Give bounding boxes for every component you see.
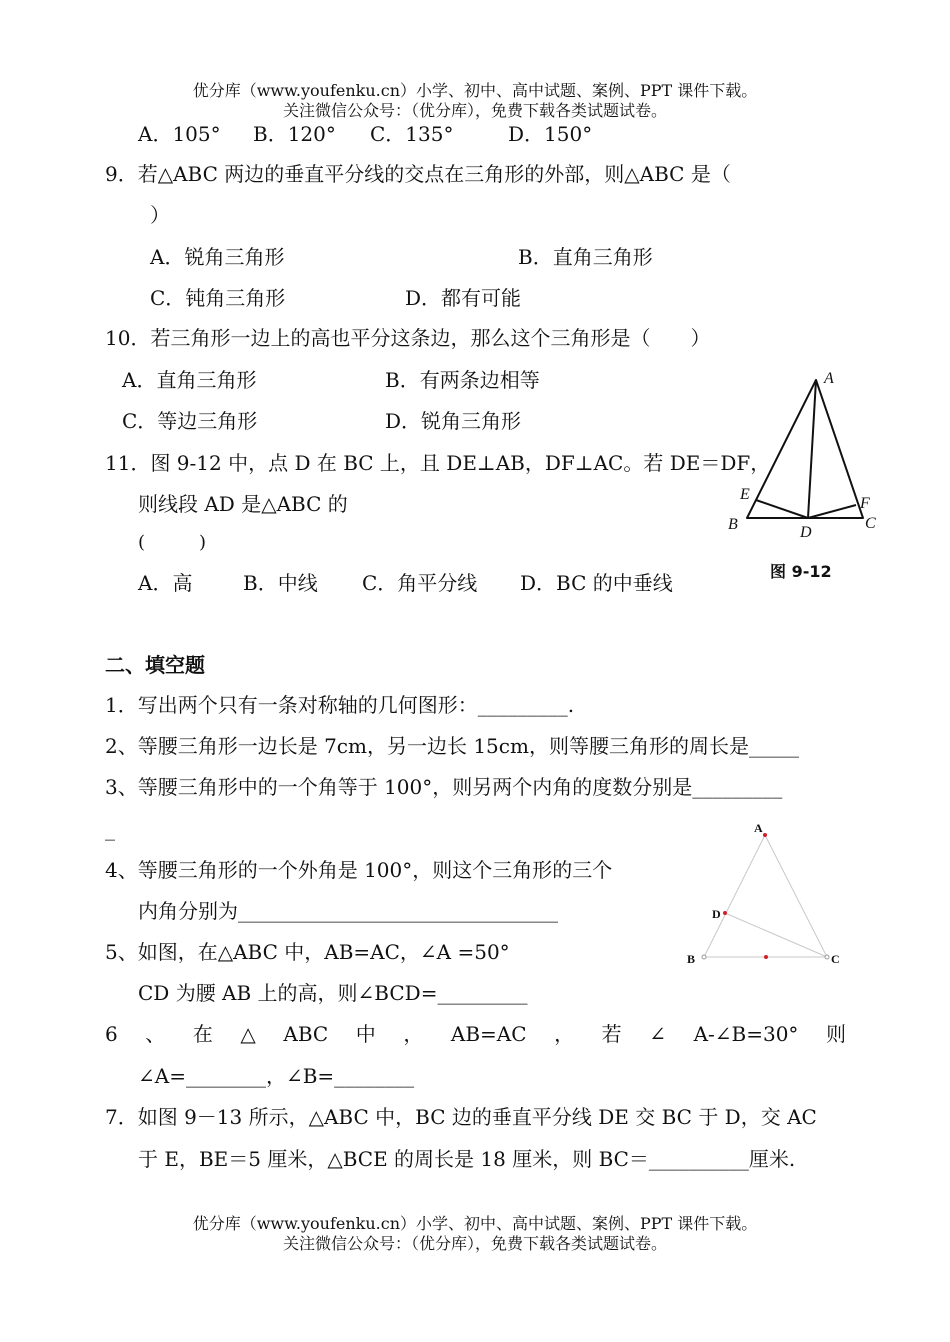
figure-q5-point-d	[723, 911, 727, 915]
fill-q6-part: ABC	[283, 1022, 329, 1046]
figure-q5-segment-cd	[725, 913, 827, 957]
fill-q6-part: AB=AC	[450, 1022, 527, 1046]
fill-q5-line2: CD 为腰 AB 上的高，则∠BCD=_________	[138, 981, 528, 1005]
fill-q6-part: 6	[105, 1022, 118, 1046]
figure-9-12-caption: 图 9-12	[770, 562, 832, 581]
q9-stem: 9．若△ABC 两边的垂直平分线的交点在三角形的外部，则△ABC 是（	[105, 162, 731, 186]
figure-q5-midpoint	[764, 955, 768, 959]
figure-q5-label-c: C	[831, 952, 840, 966]
figure-q5-label-a: A	[754, 821, 763, 835]
fill-q1: 1．写出两个只有一条对称轴的几何图形：_________.	[105, 693, 575, 717]
q10-option-a: A．直角三角形	[122, 368, 257, 392]
figure-9-12-label-c: C	[865, 515, 876, 532]
fill-q7-line1: 7．如图 9－13 所示，△ABC 中，BC 边的垂直平分线 DE 交 BC 于 D，交 AC	[105, 1105, 817, 1129]
q11-answer-paren: ( )	[138, 532, 207, 553]
figure-9-12-segment-de	[756, 500, 808, 518]
q10-option-c: C．等边三角形	[122, 409, 258, 433]
q8-option-b: B．120°	[253, 122, 336, 146]
figure-9-12-label-f: F	[860, 495, 870, 512]
footer-line-2: 关注微信公众号：（优分库），免费下载各类试题试卷。	[282, 1234, 667, 1253]
q8-option-a: A．105°	[138, 122, 221, 146]
figure-9-12-label-a: A	[824, 370, 834, 387]
q11-option-b: B．中线	[243, 571, 318, 595]
fill-q4-line1: 4、等腰三角形的一个外角是 100°，则这个三角形的三个	[105, 858, 613, 882]
fill-q6-part: ，	[554, 1022, 575, 1046]
figure-9-12-label-b: B	[728, 516, 738, 533]
fill-q6-line2: ∠A=________，∠B=________	[138, 1064, 415, 1088]
header-line-1: 优分库（www.youfenku.cn）小学、初中、高中试题、案例、PPT 课件下载。	[192, 81, 758, 100]
fill-q6-part: 若	[601, 1022, 622, 1046]
q11-option-c: C．角平分线	[362, 571, 478, 595]
q8-option-d: D．150°	[508, 122, 593, 146]
q10-option-d: D．锐角三角形	[385, 409, 522, 433]
q11-option-d: D．BC 的中垂线	[520, 571, 673, 595]
q11-option-a: A．高	[138, 571, 193, 595]
figure-q5-point-b	[702, 955, 706, 959]
q9-stem-cont: ）	[150, 203, 170, 227]
q9-option-c: C．钝角三角形	[150, 286, 286, 310]
fill-q6-line1	[105, 1020, 846, 1048]
q10-stem: 10．若三角形一边上的高也平分这条边，那么这个三角形是（ ）	[105, 326, 711, 350]
header-line-2: 关注微信公众号：（优分库），免费下载各类试题试卷。	[282, 101, 667, 120]
fill-q5-line1: 5、如图，在△ABC 中，AB=AC，∠A =50°	[105, 940, 510, 964]
figure-q5-point-c	[825, 955, 829, 959]
fill-q6-part: ∠	[649, 1022, 666, 1046]
fill-q4-line2: 内角分别为________________________________	[138, 899, 558, 923]
fill-q3: 3、等腰三角形中的一个角等于 100°，则另两个内角的度数分别是_________	[105, 775, 783, 799]
q8-option-c: C．135°	[370, 122, 454, 146]
q10-option-b: B．有两条边相等	[385, 368, 540, 392]
section-2-title: 二、填空题	[105, 653, 205, 677]
footer-line-1: 优分库（www.youfenku.cn）小学、初中、高中试题、案例、PPT 课件下载。	[192, 1214, 758, 1233]
figure-q5	[680, 815, 850, 975]
q11-stem-2: 则线段 AD 是△ABC 的	[138, 492, 348, 516]
fill-q6-part: 在	[192, 1022, 213, 1046]
figure-9-12-label-d: D	[800, 524, 812, 541]
figure-q5-point-a	[763, 833, 767, 837]
figure-9-12-label-e: E	[740, 486, 750, 503]
figure-q5-triangle	[704, 835, 827, 957]
fill-q6-part: ，	[403, 1022, 424, 1046]
q11-stem: 11．图 9-12 中，点 D 在 BC 上，且 DE⊥AB，DF⊥AC。若 DE＝DF，	[105, 451, 771, 475]
fill-q6-part: 、	[145, 1022, 166, 1046]
figure-9-12-segment-ad	[808, 380, 816, 518]
fill-q3-cont: _	[105, 817, 115, 841]
fill-q6-part: △	[240, 1022, 256, 1046]
q9-option-a: A．锐角三角形	[150, 245, 285, 269]
fill-q2: 2、等腰三角形一边长是 7cm，另一边长 15cm，则等腰三角形的周长是_____	[105, 734, 799, 758]
q9-option-d: D．都有可能	[405, 286, 522, 310]
figure-9-12	[720, 365, 890, 590]
fill-q6-part: A-∠B=30°	[693, 1022, 799, 1046]
q9-option-b: B．直角三角形	[518, 245, 653, 269]
figure-q5-label-b: B	[687, 952, 696, 966]
fill-q6-part: 则	[826, 1022, 846, 1046]
fill-q7-line2: 于 E，BE＝5 厘米，△BCE 的周长是 18 厘米，则 BC＝__________厘米.	[138, 1147, 796, 1171]
figure-q5-label-d: D	[712, 907, 721, 921]
figure-9-12-triangle	[747, 380, 863, 518]
figure-9-12-segment-df	[808, 505, 856, 518]
fill-q6-part: 中	[355, 1022, 376, 1046]
